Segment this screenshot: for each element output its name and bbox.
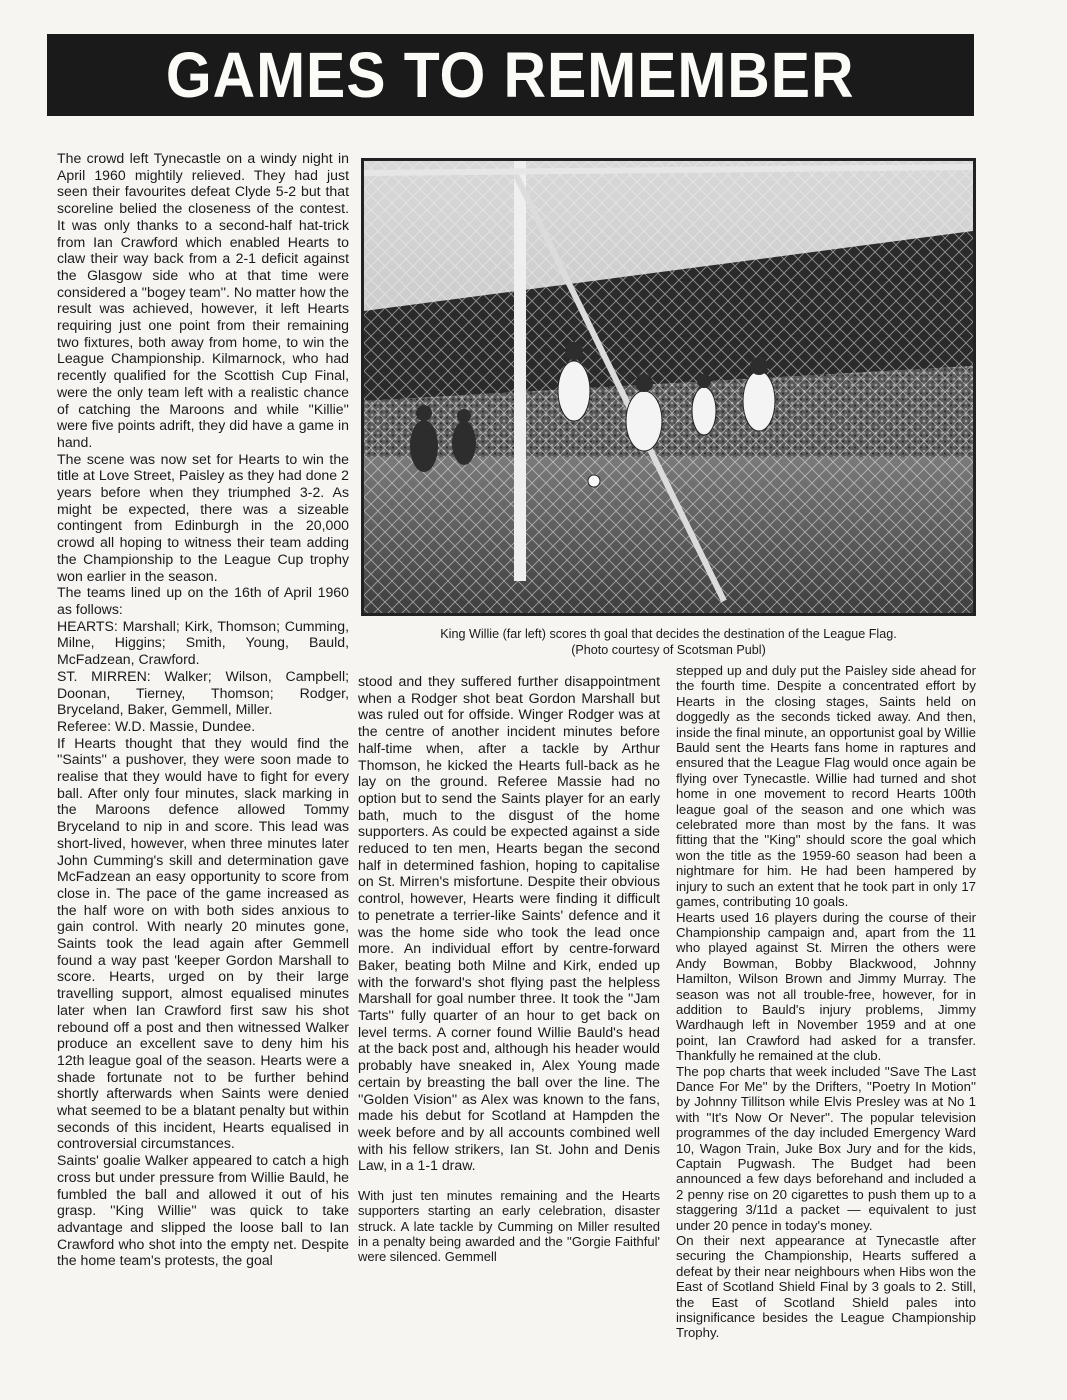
paragraph: Hearts used 16 players during the course of their Championship campaign and, apart from the 11 who played against St. Mirren the others were Andy Bowman, Bobby Blackwood, Johnny Hamilton, Wilson Brown and Jimmy Murray. The season was not all trouble-free, however, for in addition to Bauld's injury problems, Jimmy Wardhaugh left in November 1959 and at one point, Ian Crawford had asked for a transfer. Thankfully he remained at the club.: [676, 909, 976, 1064]
title-banner: [47, 34, 974, 116]
paragraph: With just ten minutes remaining and the Hearts supporters starting an early celebration, disaster struck. A late tackle by Cumming on Miller resulted in a penalty being awarded and the ''Gorgie Faithful' were silenced. Gemmell: [358, 1188, 660, 1265]
paragraph: The scene was now set for Hearts to win the title at Love Street, Paisley as they had done 2 years before when they triumphed 3-2. As might be expected, there was a sizeable contingent from Edinburgh in the 20,000 crowd all hoping to witness their team adding the Championship to the League Cup trophy won earlier in the season.: [57, 450, 349, 584]
match-photo: [361, 158, 976, 616]
paragraph: The crowd left Tynecastle on a windy night in April 1960 mightily relieved. They had just seen their favourites defeat Clyde 5-2 but that scoreline belied the closeness of the contest. It was only thanks to a second-half hat-trick from Ian Crawford which enabled Hearts to claw their way back from a 2-1 deficit against the Glasgow side who at that time were considered a ''bogey team''. No matter how the result was achieved, however, it left Hearts requiring just one point from their remaining two fixtures, both away from home, to win the League Championship. Kilmarnock, who had recently qualified for the Scottish Cup Final, were the only team left with a realistic chance of catching the Maroons and while ''Killie'' were five points adrift, they did have a game in hand.: [57, 150, 350, 450]
article-column-1: [57, 150, 349, 1269]
article-column-2: [358, 673, 660, 1265]
team-lineup-st-mirren: ST. MIRREN: Walker; Wilson, Campbell; Doonan, Tierney, Thomson; Rodger, Bryceland, Baker, Gemmell, Miller.: [57, 667, 349, 718]
page-title: GAMES TO REMEMBER: [166, 39, 855, 111]
paragraph: stepped up and duly put the Paisley side ahead for the fourth time. Despite a concentrated effort by Hearts in the closing stages, Saints held on doggedly as the seconds ticked away. And then, inside the final minute, an opportunist goal by Willie Bauld sent the Hearts fans home in raptures and ensured that the League Flag would once again be flying over Tynecastle. Willie had turned and shot home in one movement to record Hearts 100th league goal of the season and one which was celebrated more than most by the fans. It was fitting that the ''King'' should score the goal which won the title as the 1959-60 season had been a nightmare for him. He had been hampered by injury to such an extent that he took part in only 17 games, contributing 10 goals.: [676, 663, 976, 910]
paragraph: If Hearts thought that they would find the ''Saints'' a pushover, they were soon made to realise that they would have to fight for every ball. After only four minutes, slack marking in the Maroons defence allowed Tommy Bryceland to nip in and score. This lead was short-lived, however, when three minutes later John Cumming's skill and determination gave McFadzean an easy opportunity to score from close in. The pace of the game increased as the half wore on with both sides anxious to gain control. With nearly 20 minutes gone, Saints took the lead again after Gemmell found a way past 'keeper Gordon Marshall to score. Hearts, urged on by their large travelling support, almost equalised minutes later when Ian Crawford first saw his shot rebound off a post and then witnessed Walker produce an excellent save to deny him his 12th league goal of the season. Hearts were a shade fortunate not to be further behind shortly afterwards when Saints were denied what seemed to be a blatant penalty but within seconds of this incident, Hearts equalised in controversial circumstances.: [57, 734, 349, 1152]
photo-caption: [361, 627, 976, 658]
football-match-photo-icon: [364, 161, 973, 613]
paragraph: The pop charts that week included ''Save The Last Dance For Me'' by the Drifters, ''Poetry In Motion'' by Johnny Tillitson while Elvis Presley was at No 1 with ''It's Now Or Never''. The popular television programmes of the day included Emergency Ward 10, Wagon Train, Juke Box Jury and for the kids, Captain Pugwash. The Budget had been announced a few days beforehand and included a 2 penny rise on 20 cigarettes to push them up to a staggering 3/11d a packet — equivalent to just under 20 pence in today's money.: [676, 1063, 976, 1233]
paragraph: On their next appearance at Tynecastle after securing the Championship, Hearts suffered a defeat by their near neighbours when Hibs won the East of Scotland Shield Final by 3 goals to 2. Still, the East of Scotland Shield pales into insignificance besides the League Championship Trophy.: [676, 1233, 976, 1341]
paragraph: stood and they suffered further disappointment when a Rodger shot beat Gordon Marshall but was ruled out for offside. Winger Rodger was at the centre of another incident minutes before half-time when, after a tackle by Arthur Thomson, he kicked the Hearts full-back as he lay on the ground. Referee Massie had no option but to send the Saints player for an early bath, much to the disgust of the home supporters. As could be expected against a side reduced to ten men, Hearts began the second half in determined fashion, hoping to capitalise on St. Mirren's misfortune. Despite their obvious control, however, Hearts were finding it difficult to penetrate a terrier-like Saints' defence and it was the home side who took the lead once more. An individual effort by centre-forward Baker, beating both Milne and Kirk, ended up with the forward's shot flying past the helpless Marshall for goal number three. It took the ''Jam Tarts'' fully quarter of an hour to get back on level terms. A corner found Willie Bauld's head at the back post and, although his header would probably have sneaked in, Alex Young made certain by breasting the ball over the line. The ''Golden Vision'' as Alex was known to the fans, made his debut for Scotland at Hampden the week before and by all accounts combined well with his fellow strikers, Ian St. John and Denis Law, in a 1-1 draw.: [358, 673, 660, 1174]
article-column-3: [676, 663, 976, 1341]
referee-line: Referee: W.D. Massie, Dundee.: [57, 717, 256, 734]
paragraph: The teams lined up on the 16th of April 1960 as follows:: [57, 584, 349, 617]
paragraph: Saints' goalie Walker appeared to catch a high cross but under pressure from Willie Bauld, he fumbled the ball and allowed it out of his grasp. ''King Willie'' was quick to take advantage and slipped the loose ball to Ian Crawford who shot into the empty net. Despite the home team's protests, the goal: [57, 1152, 349, 1269]
caption-line: King Willie (far left) scores th goal that decides the destination of the League Flag.: [440, 627, 897, 641]
team-lineup-hearts: HEARTS: Marshall; Kirk, Thomson; Cumming, Milne, Higgins; Smith, Young, Bauld, McFadzean, Crawford.: [57, 617, 349, 668]
photo-credit: (Photo courtesy of Scotsman Publ): [571, 642, 766, 657]
